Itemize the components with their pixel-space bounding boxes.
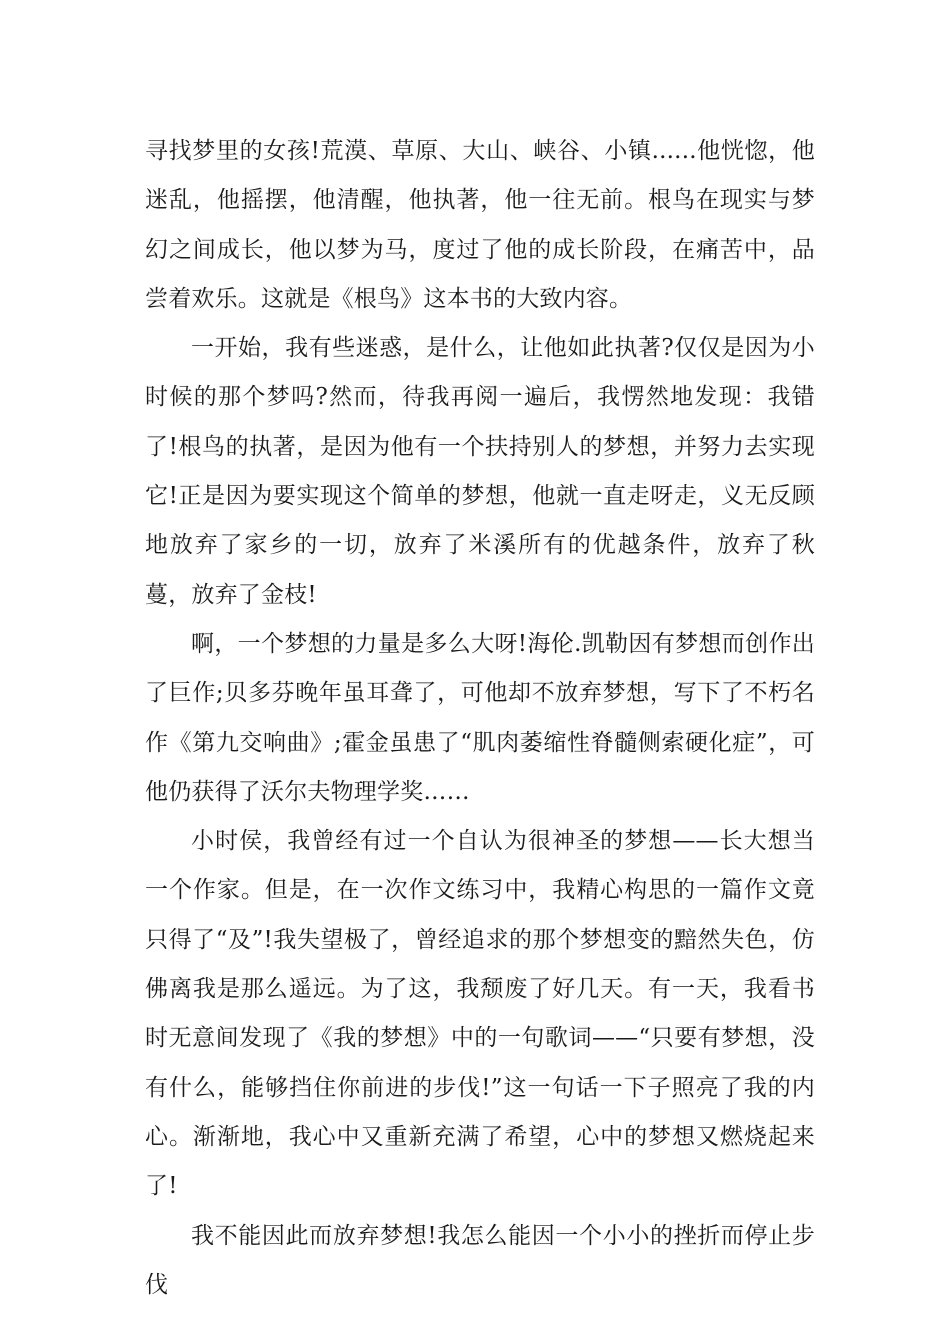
document-body <box>145 127 815 1310</box>
paragraph-2: 一开始，我有些迷惑，是什么，让他如此执著?仅仅是因为小时候的那个梦吗?然而，待我再阅一遍后，我愣然地发现：我错了!根鸟的执著，是因为他有一个扶持别人的梦想，并努力去实现它!正是因为要实现这个简单的梦想，他就一直走呀走，义无反顾地放弃了家乡的一切，放弃了米溪所有的优越条件，放弃了秋蔓，放弃了金枝! <box>145 335 815 608</box>
paragraph-4: 小时侯，我曾经有过一个自认为很神圣的梦想——长大想当一个作家。但是，在一次作文练习中，我精心构思的一篇作文竟只得了“及”!我失望极了，曾经追求的那个梦想变的黯然失色，仿佛离我是那么遥远。为了这，我颓废了好几天。有一天，我看书时无意间发现了《我的梦想》中的一句歌词——“只要有梦想，没有什么，能够挡住你前进的步伐!”这一句话一下子照亮了我的内心。渐渐地，我心中又重新充满了希望，心中的梦想又燃烧起来了! <box>145 828 815 1200</box>
paragraph-3: 啊，一个梦想的力量是多么大呀!海伦.凯勒因有梦想而创作出了巨作;贝多芬晚年虽耳聋了，可他却不放弃梦想，写下了不朽名作《第九交响曲》;霍金虽患了“肌肉萎缩性脊髓侧索硬化症”，可他仍获得了沃尔夫物理学奖…… <box>145 630 815 805</box>
paragraph-1: 寻找梦里的女孩!荒漠、草原、大山、峡谷、小镇......他恍惚，他迷乱，他摇摆，他清醒，他执著，他一往无前。根鸟在现实与梦幻之间成长，他以梦为马，度过了他的成长阶段，在痛苦中，品尝着欢乐。这就是《根鸟》这本书的大致内容。 <box>145 138 815 312</box>
paragraph-5: 我不能因此而放弃梦想!我怎么能因一个小小的挫折而停止步伐 <box>145 1222 815 1298</box>
